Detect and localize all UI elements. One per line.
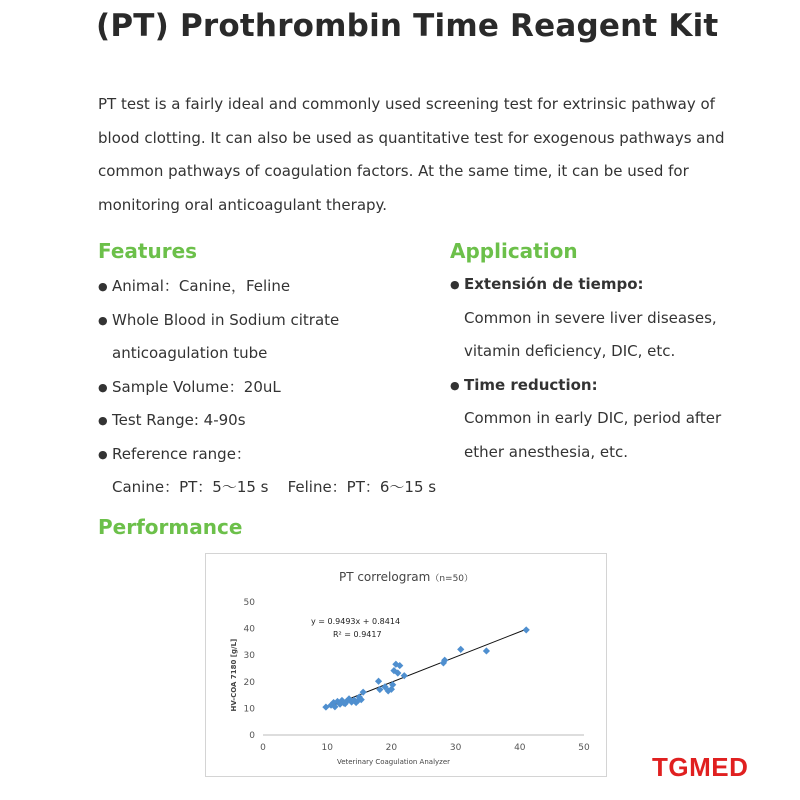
- application-item-title: ● Extensión de tiempo:: [450, 268, 721, 302]
- trendline-equation: y = 0.9493x + 0.8414: [311, 617, 401, 626]
- bullet-icon: ●: [450, 278, 460, 291]
- x-tick-label: 20: [385, 743, 398, 753]
- data-point: [483, 647, 490, 654]
- bullet-icon: ●: [98, 447, 108, 461]
- data-point: [375, 678, 382, 685]
- bullet-icon: ●: [98, 313, 108, 327]
- x-axis-label: Veterinary Coagulation Analyzer: [336, 758, 451, 766]
- y-tick-label: 10: [243, 704, 255, 715]
- x-tick-label: 50: [578, 743, 590, 753]
- feature-item: ● Test Range: 4-90s: [98, 404, 436, 438]
- intro-line: PT test is a fairly ideal and commonly used screening test for extrinsic pathway of: [98, 95, 715, 113]
- x-tick-label: 0: [260, 743, 266, 753]
- features-heading: Features: [98, 239, 198, 263]
- y-tick-label: 50: [243, 598, 255, 608]
- correlogram-chart: [205, 553, 607, 777]
- feature-item: ● Whole Blood in Sodium citrate: [98, 304, 436, 338]
- application-item-line: Common in early DIC, period after: [464, 409, 722, 427]
- x-tick-label: 30: [449, 743, 462, 753]
- data-point: [457, 646, 464, 653]
- application-heading: Application: [450, 239, 578, 263]
- intro-line: monitoring oral anticoagulant therapy.: [98, 195, 388, 214]
- intro-line: common pathways of coagulation factors. At the same time, it can be used for: [98, 162, 689, 180]
- chart-title-note: （n=50）: [430, 574, 474, 584]
- bullet-icon: ●: [98, 414, 108, 427]
- y-tick-label: 0: [249, 731, 255, 741]
- intro-paragraph: [98, 88, 738, 222]
- application-item-line: vitamin deficiency, DIC, etc.: [464, 342, 676, 360]
- application-item-line: ether anesthesia, etc.: [464, 442, 628, 461]
- brand-logo-text: TGMED: [652, 752, 749, 782]
- r-squared-label: R² = 0.9417: [333, 630, 382, 639]
- chart-svg: [206, 554, 606, 776]
- application-item-title: ● Time reduction:: [450, 369, 721, 403]
- features-list: [98, 270, 436, 505]
- y-tick-label: 20: [243, 677, 255, 688]
- page-title: (PT) Prothrombin Time Reagent Kit: [96, 8, 719, 44]
- y-tick-label: 30: [243, 651, 255, 662]
- bullet-icon: ●: [450, 378, 460, 392]
- application-list: [450, 268, 721, 469]
- y-axis-label: HV-COA 7180 [g/L]: [230, 638, 238, 712]
- x-tick-label: 10: [321, 743, 333, 753]
- x-tick-label: 40: [514, 743, 526, 753]
- bullet-icon: ●: [98, 380, 108, 394]
- feature-item-continuation: anticoagulation tube: [112, 344, 268, 362]
- performance-heading: Performance: [98, 515, 243, 539]
- trendline: [325, 629, 526, 708]
- feature-item: ● Animal：Canine，Feline: [98, 270, 436, 304]
- intro-line: blood clotting. It can also be used as quantitative test for exogenous pathways and: [98, 128, 725, 147]
- chart-title: PT correlogram（n=50）: [338, 570, 474, 584]
- data-point: [523, 626, 530, 633]
- application-item-line: Common in severe liver diseases,: [464, 308, 717, 327]
- feature-item: ● Reference range：: [98, 438, 436, 472]
- reference-range-values: Canine：PT：5～15 s Feline：PT：6～15 s: [112, 478, 437, 496]
- bullet-icon: ●: [98, 280, 108, 293]
- feature-item: ● Sample Volume：20uL: [98, 371, 436, 405]
- y-tick-label: 40: [243, 624, 255, 635]
